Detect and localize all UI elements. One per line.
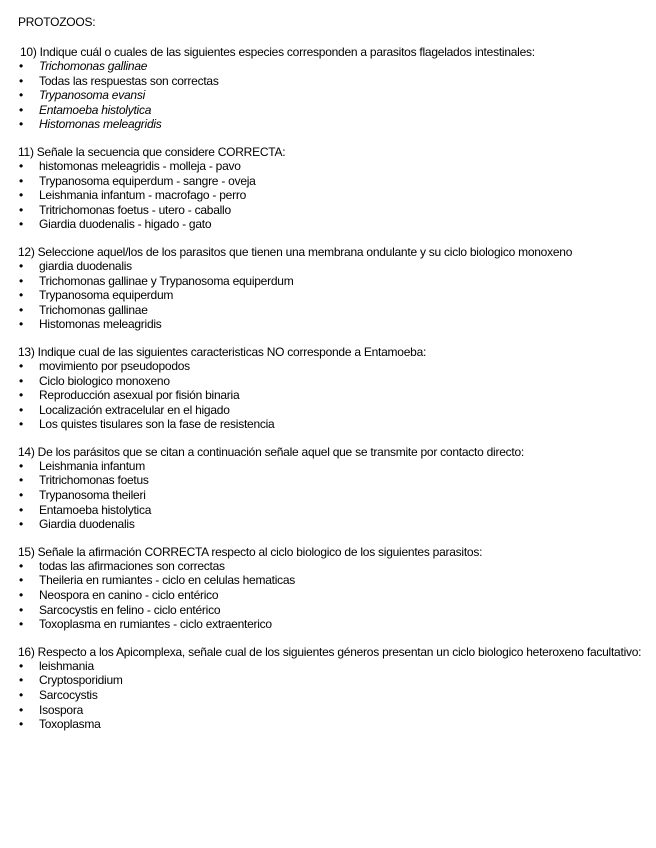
- bullet-icon: •: [19, 302, 23, 317]
- option-item: [18, 303, 656, 318]
- option-item: [18, 74, 656, 89]
- bullet-icon: •: [19, 388, 23, 403]
- bullet-icon: •: [19, 273, 23, 288]
- option-label: Entamoeba histolytica: [39, 502, 152, 517]
- bullet-icon: •: [19, 173, 23, 188]
- question-11: [18, 145, 656, 232]
- option-label: Cryptosporidium: [39, 673, 123, 688]
- option-label: Los quistes tisulares son la fase de resistencia: [39, 417, 275, 432]
- option-item: [18, 573, 656, 588]
- option-item: [18, 717, 656, 732]
- bullet-icon: •: [19, 688, 23, 702]
- option-item: [18, 259, 656, 274]
- option-label: Toxoplasma en rumiantes - ciclo extraenterico: [39, 617, 272, 632]
- option-label: Leishmania infantum - macrofago - perro: [39, 188, 247, 203]
- option-item: [18, 559, 656, 574]
- question-12: [18, 245, 656, 332]
- bullet-icon: •: [19, 88, 23, 103]
- option-label: Ciclo biologico monoxeno: [39, 373, 170, 388]
- option-label: Neospora en canino - ciclo entérico: [39, 588, 219, 603]
- option-item: [18, 403, 656, 418]
- option-label: Trypanosoma theileri: [39, 488, 146, 503]
- bullet-icon: •: [19, 288, 23, 303]
- question-15: [18, 545, 656, 632]
- bullet-icon: •: [19, 317, 23, 332]
- option-list: [18, 59, 656, 132]
- bullet-icon: •: [19, 202, 23, 217]
- bullet-icon: •: [19, 158, 23, 173]
- question-text: 15) Señale la afirmación CORRECTA respecto al ciclo biologico de los siguientes parasitos:: [18, 544, 483, 559]
- bullet-icon: •: [19, 358, 23, 373]
- bullet-icon: •: [19, 702, 23, 717]
- bullet-icon: •: [19, 59, 23, 73]
- option-label: Tritrichomonas foetus - utero - caballo: [39, 202, 231, 217]
- option-label: Trichomonas gallinae y Trypanosoma equiperdum: [39, 273, 294, 288]
- option-label: Toxoplasma: [39, 717, 101, 732]
- option-label: Sarcocystis en felino - ciclo entérico: [39, 602, 221, 617]
- bullet-icon: •: [19, 102, 23, 117]
- option-item: [18, 188, 656, 203]
- option-label: leishmania: [39, 658, 94, 673]
- bullet-icon: •: [19, 73, 23, 88]
- option-list: [18, 459, 656, 532]
- option-item: [18, 159, 656, 174]
- option-item: [18, 617, 656, 632]
- option-label: Isospora: [39, 702, 84, 717]
- document-title: PROTOZOOS:: [18, 15, 96, 29]
- option-label: Theileria en rumiantes - ciclo en celulas hematicas: [39, 573, 296, 588]
- bullet-icon: •: [19, 502, 23, 517]
- question-text: 11) Señale la secuencia que considere CORRECTA:: [18, 144, 286, 159]
- bullet-icon: •: [19, 588, 23, 603]
- option-item: [18, 374, 656, 389]
- bullet-icon: •: [19, 417, 23, 432]
- option-label: giardia duodenalis: [39, 258, 132, 273]
- option-item: [18, 517, 656, 532]
- option-label: movimiento por pseudopodos: [39, 358, 190, 373]
- option-item: [18, 603, 656, 618]
- option-item: [18, 388, 656, 403]
- option-item: [18, 688, 656, 703]
- option-label: todas las afirmaciones son correctas: [39, 558, 225, 573]
- bullet-icon: •: [19, 673, 23, 688]
- option-label: Histomonas meleagridis: [39, 117, 162, 132]
- option-item: [18, 103, 656, 118]
- bullet-icon: •: [19, 217, 23, 232]
- option-item: [18, 417, 656, 432]
- bullet-icon: •: [19, 717, 23, 732]
- question-13: [18, 345, 656, 432]
- bullet-icon: •: [19, 458, 23, 473]
- option-label: Giardia duodenalis - higado - gato: [39, 217, 212, 232]
- bullet-icon: •: [19, 488, 23, 503]
- option-label: histomonas meleagridis - molleja - pavo: [39, 158, 241, 173]
- option-list: [18, 659, 656, 732]
- option-item: [18, 659, 656, 674]
- bullet-icon: •: [19, 117, 23, 132]
- option-item: [18, 88, 656, 103]
- question-text: 16) Respecto a los Apicomplexa, señale cual de los siguientes géneros presentan un ciclo biologico heteroxeno facultativo:: [18, 644, 642, 659]
- option-item: [18, 288, 656, 303]
- bullet-icon: •: [19, 517, 23, 532]
- option-label: Entamoeba histolytica: [39, 102, 152, 117]
- option-item: [18, 673, 656, 688]
- option-label: Trypanosoma equiperdum - sangre - oveja: [39, 173, 256, 188]
- option-item: [18, 217, 656, 232]
- question-16: [18, 645, 656, 732]
- option-label: Tritrichomonas foetus: [39, 473, 149, 488]
- option-label: Trichomonas gallinae: [39, 59, 148, 73]
- bullet-icon: •: [19, 658, 23, 673]
- question-text: 12) Seleccione aquel/los de los parasitos que tienen una membrana ondulante y su ciclo biologico monoxeno: [18, 244, 573, 259]
- option-label: Reproducción asexual por fisión binaria: [39, 388, 240, 403]
- bullet-icon: •: [19, 188, 23, 203]
- option-item: [18, 317, 656, 332]
- option-label: Sarcocystis: [39, 688, 98, 702]
- question-14: [18, 445, 656, 532]
- option-item: [18, 359, 656, 374]
- bullet-icon: •: [19, 402, 23, 417]
- question-text: 13) Indique cual de las siguientes caracteristicas NO corresponde a Entamoeba:: [18, 344, 427, 359]
- question-text: 14) De los parásitos que se citan a continuación señale aquel que se transmite por contacto directo:: [18, 444, 524, 459]
- bullet-icon: •: [19, 258, 23, 273]
- option-list: [18, 259, 656, 332]
- option-item: [18, 174, 656, 189]
- option-label: Trypanosoma evansi: [39, 88, 145, 103]
- option-list: [18, 159, 656, 232]
- option-item: [18, 459, 656, 474]
- option-label: Localización extracelular en el higado: [39, 402, 230, 417]
- option-label: Giardia duodenalis: [39, 517, 135, 532]
- option-label: Leishmania infantum: [39, 458, 145, 473]
- option-item: [18, 117, 656, 132]
- option-item: [18, 203, 656, 218]
- option-list: [18, 559, 656, 632]
- bullet-icon: •: [19, 558, 23, 573]
- option-label: Trichomonas gallinae: [39, 302, 148, 317]
- option-list: [18, 359, 656, 432]
- option-label: Trypanosoma equiperdum: [39, 288, 174, 303]
- option-item: [18, 703, 656, 718]
- option-label: Histomonas meleagridis: [39, 317, 162, 332]
- bullet-icon: •: [19, 373, 23, 388]
- option-item: [18, 488, 656, 503]
- question-10: [18, 45, 656, 132]
- option-item: [18, 503, 656, 518]
- bullet-icon: •: [19, 573, 23, 588]
- bullet-icon: •: [19, 602, 23, 617]
- option-item: [18, 59, 656, 74]
- option-item: [18, 274, 656, 289]
- option-label: Todas las respuestas son correctas: [39, 73, 219, 88]
- option-item: [18, 473, 656, 488]
- bullet-icon: •: [19, 473, 23, 488]
- question-text: 10) Indique cuál o cuales de las siguientes especies corresponden a parasitos flagelados intestinales:: [20, 45, 535, 59]
- bullet-icon: •: [19, 617, 23, 632]
- option-item: [18, 588, 656, 603]
